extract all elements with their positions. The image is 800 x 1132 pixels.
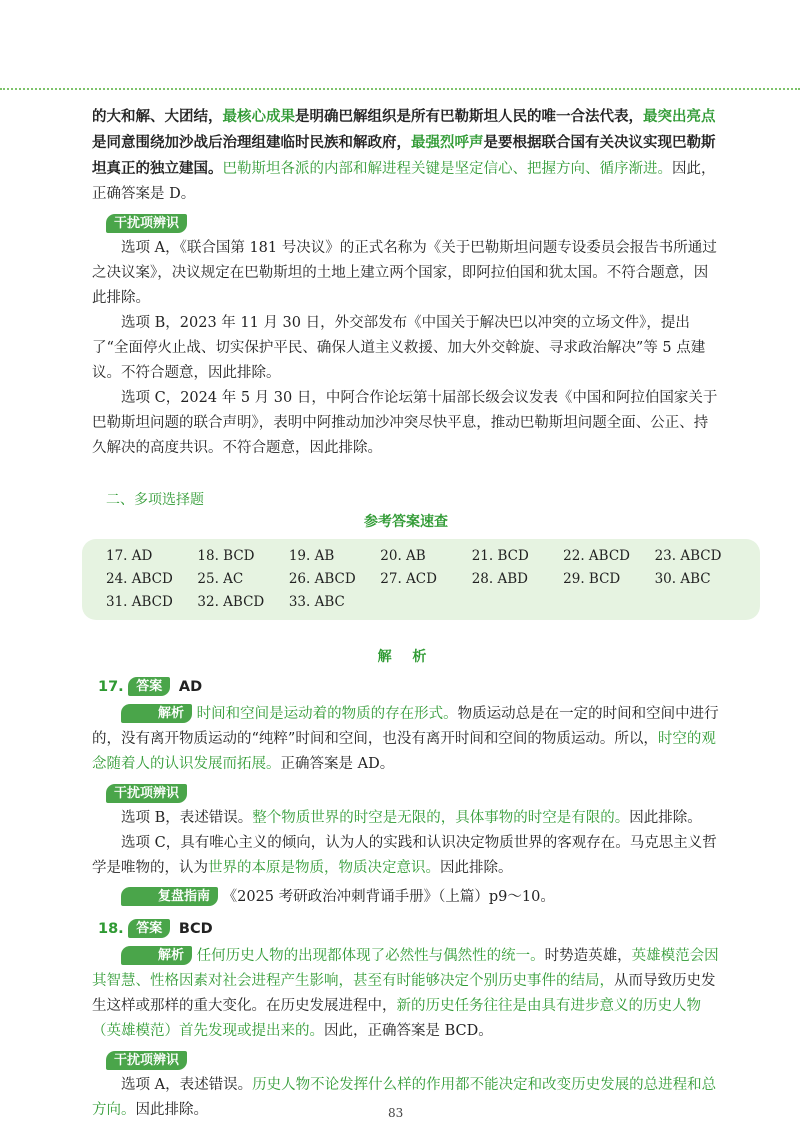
analysis-section-title: 解 析 — [377, 649, 435, 665]
q17-header — [98, 676, 720, 698]
intro-text: 是明确巴解组织是所有巴勒斯坦人民的唯一合法代表， — [295, 108, 643, 125]
intro-conclusion: 因此，正确答案是 D。 — [92, 161, 716, 202]
body-text: 物质运动总是在一定的时间和空间中进行的，没有离开物质运动的“纯粹”时间和空间，也没有离开时间和空间的物质运动。所以， — [92, 706, 719, 747]
highlight-strongest-call: 最强烈呼声 — [411, 134, 484, 151]
analysis-tag: 解析 — [121, 704, 192, 723]
intro-paragraph — [92, 104, 720, 207]
question-number: 18. — [98, 921, 124, 937]
answer-grid — [106, 547, 746, 612]
answer-item: 20. AB — [380, 548, 426, 564]
q18-analysis — [92, 944, 720, 1044]
answer-item: 31. ABCD — [106, 594, 173, 610]
answer-item: 32. ABCD — [197, 594, 265, 610]
distractor-tag: 干扰项辨识 — [106, 1051, 187, 1070]
analysis-tag: 解析 — [121, 946, 192, 965]
body-text: 因此，正确答案是 BCD。 — [324, 1023, 493, 1039]
q17-option-b — [92, 806, 720, 831]
answer-item: 30. ABC — [654, 571, 711, 587]
quick-answer-title: 参考答案速查 — [364, 514, 448, 530]
body-text: 因此排除。 — [440, 860, 513, 876]
page-number: 83 — [388, 1106, 404, 1120]
distractor-heading — [106, 213, 720, 233]
body-text: 时势造英雄， — [544, 948, 632, 964]
q16-option-c: 选项 C，2024 年 5 月 30 日，中阿合作论坛第十届部长级会议发表《中国和阿拉伯国家关于巴勒斯坦问题的联合声明》，表明中阿推动加沙冲突尽快平息，推动巴勒斯坦问题全面、公正、持久解决的高度共识。不符合题意，因此排除。 — [92, 390, 718, 456]
body-text: 因此排除。 — [135, 1102, 208, 1118]
question-answer: BCD — [178, 921, 213, 937]
body-text: 选项 B，表述错误。 — [121, 810, 253, 826]
highlight-text: 整个物质世界的时空是无限的，具体事物的时空是有限的。 — [252, 810, 630, 826]
highlight-text: 任何历史人物的出现都体现了必然性与偶然性的统一。 — [196, 948, 545, 964]
distractor-heading — [106, 783, 720, 803]
review-guide-tag: 复盘指南 — [121, 887, 218, 906]
answer-tag: 答案 — [128, 677, 170, 696]
q16-option-a: 选项 A，《联合国第 181 号决议》的正式名称为《关于巴勒斯坦问题专设委员会报告书所通过之决议案》，决议规定在巴勒斯坦的土地上建立两个国家，即阿拉伯国和犹太国。不符合题意，因此排除。 — [92, 240, 717, 306]
answer-item: 24. ABCD — [106, 571, 173, 587]
q17-analysis — [92, 702, 720, 777]
body-text: 选项 A，表述错误。 — [121, 1077, 253, 1093]
q18-header — [98, 918, 720, 940]
highlight-key-point: 最突出亮点 — [643, 108, 716, 125]
distractor-tag: 干扰项辨识 — [106, 214, 187, 233]
answer-key-box — [82, 539, 760, 620]
answer-item: 23. ABCD — [654, 548, 722, 564]
q17-option-c — [92, 831, 720, 881]
q18-option-a — [92, 1073, 720, 1123]
answer-item: 21. BCD — [471, 548, 529, 564]
answer-item: 28. ABD — [471, 571, 528, 587]
review-text: 《2025 考研政治冲刺背诵手册》（上篇）p9～10。 — [222, 889, 555, 905]
highlight-text: 世界的本原是物质，物质决定意识。 — [208, 860, 440, 876]
intro-text: 是同意围绕加沙战后治理组建临时民族和解政府， — [92, 134, 411, 151]
body-text: 正确答案是 AD。 — [280, 756, 395, 772]
distractor-tag: 干扰项辨识 — [106, 784, 187, 803]
highlight-text: 时间和空间是运动着的物质的存在形式。 — [196, 706, 458, 722]
highlight-text: 历史人物不论发挥什么样的作用都不能决定和改变历史发展的总进程和总方向。 — [92, 1077, 717, 1118]
top-dotted-divider — [0, 88, 800, 90]
page-content — [92, 104, 720, 1123]
highlight-text: 新的历史任务往往是由具有进步意义的历史人物（英雄模范）首先发现或提出来的。 — [92, 998, 701, 1039]
answer-item: 26. ABCD — [288, 571, 356, 587]
answer-item: 27. ACD — [380, 571, 437, 587]
body-text: 因此排除。 — [629, 810, 702, 826]
section-title-multiple-choice: 二、多项选择题 — [106, 492, 204, 508]
answer-item: 33. ABC — [288, 594, 345, 610]
q17-review — [92, 885, 720, 910]
answer-tag: 答案 — [128, 919, 170, 938]
intro-text: 是要根据联合国有关决议实现巴勒斯坦真正的独立建国。 — [92, 134, 716, 177]
question-number: 17. — [98, 679, 124, 695]
intro-text: 的大和解、大团结， — [92, 108, 223, 125]
answer-item: 25. AC — [197, 571, 244, 587]
answer-item: 19. AB — [288, 548, 335, 564]
highlight-core-result: 最核心成果 — [222, 108, 295, 125]
highlight-reconciliation: 巴勒斯坦各派的内部和解进程关键是坚定信心、把握方向、循序渐进。 — [222, 161, 672, 177]
answer-item: 29. BCD — [563, 571, 621, 587]
highlight-text: 英雄模范会因其智慧、性格因素对社会进程产生影响，甚至有时能够决定个别历史事件的结局， — [92, 948, 719, 989]
answer-item: 22. ABCD — [563, 548, 630, 564]
question-answer: AD — [178, 679, 203, 695]
answer-item: 18. BCD — [197, 548, 255, 564]
distractor-heading — [106, 1050, 720, 1070]
body-text: 从而导致历史发生这样或那样的重大变化。在历史发展进程中， — [92, 973, 716, 1014]
q16-option-b: 选项 B，2023 年 11 月 30 日，外交部发布《中国关于解决巴以冲突的立场文件》，提出了“全面停火止战、切实保护平民、确保人道主义救援、加大外交斡旋、寻求政治解决”等 5 点建议。不符合题意，因此排除。 — [92, 315, 706, 381]
body-text: 选项 C，具有唯心主义的倾向，认为人的实践和认识决定物质世界的客观存在。马克思主义哲学是唯物的，认为 — [92, 835, 717, 876]
highlight-text: 时空的观念随着人的认识发展而拓展。 — [92, 731, 716, 772]
answer-item: 17. AD — [106, 548, 153, 564]
